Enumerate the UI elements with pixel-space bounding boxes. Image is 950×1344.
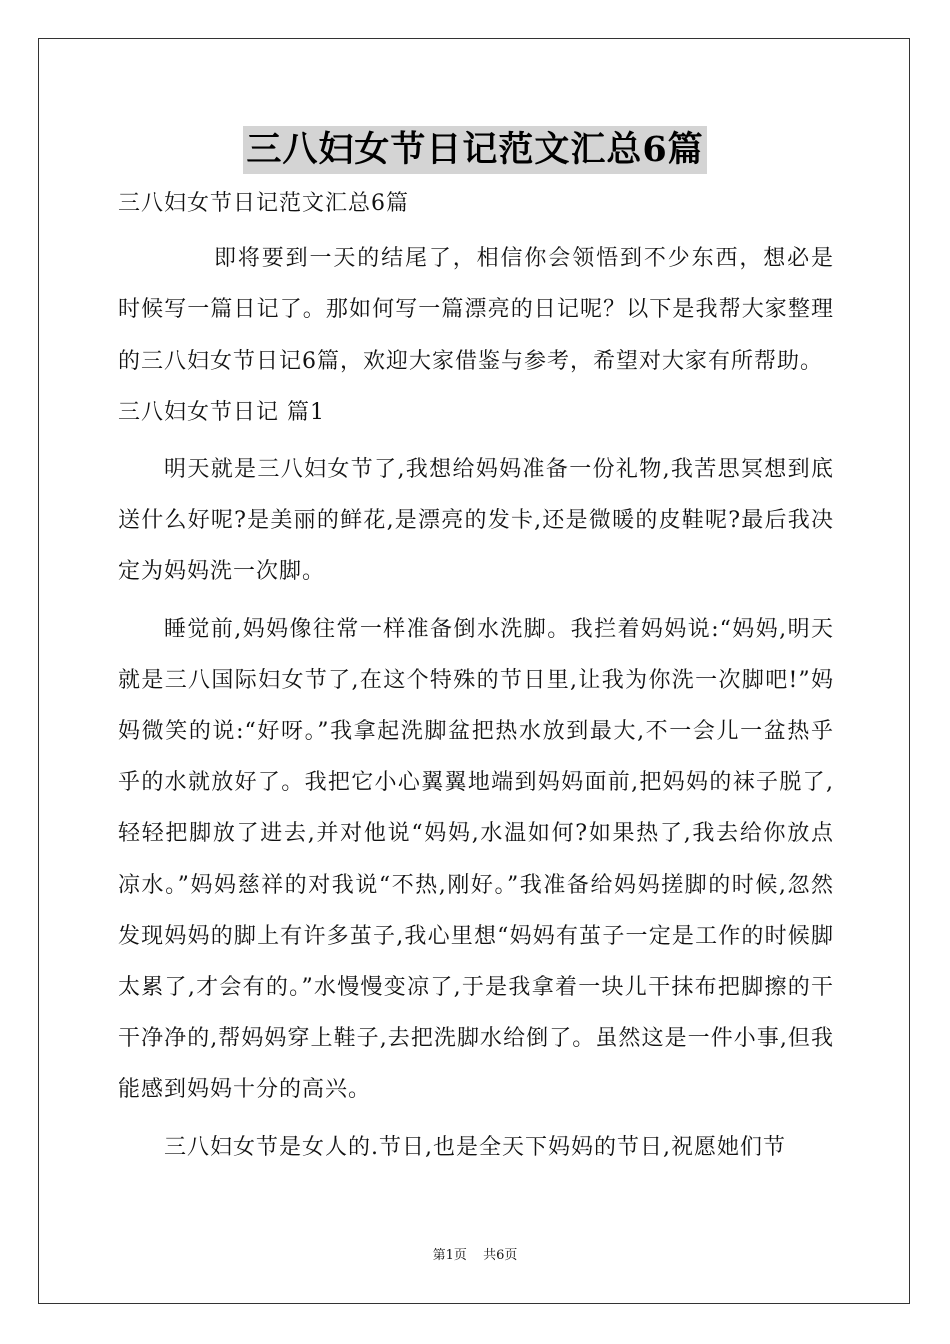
intro-paragraph: 即将要到一天的结尾了，相信你会领悟到不少东西，想必是时候写一篇日记了。那如何写一篇漂亮的日记呢？以下是我帮大家整理的三八妇女节日记6篇，欢迎大家借鉴与参考，希望对大家有所帮助。	[118, 246, 834, 374]
document-title: 三八妇女节日记范文汇总6篇	[243, 126, 706, 174]
body-paragraph-3: 三八妇女节是女人的.节日,也是全天下妈妈的节日,祝愿她们节	[164, 1134, 786, 1160]
document-body	[118, 178, 834, 1179]
section-heading: 三八妇女节日记 篇1	[118, 399, 325, 425]
page-number: 第1页	[432, 1248, 467, 1263]
document-subtitle: 三八妇女节日记范文汇总6篇	[118, 191, 409, 216]
page-total: 共6页	[483, 1248, 518, 1263]
body-paragraph-2: 睡觉前,妈妈像往常一样准备倒水洗脚。我拦着妈妈说:“妈妈,明天就是三八国际妇女节了,在这个特殊的节日里,让我为你洗一次脚吧!”妈妈微笑的说:“好呀。”我拿起洗脚盆把热水放到最大,不一会儿一盆热乎乎的水就放好了。我把它小心翼翼地端到妈妈面前,把妈妈的袜子脱了,轻轻把脚放了进去,并对他说“妈妈,水温如何?如果热了,我去给你放点凉水。”妈妈慈祥的对我说“不热,刚好。”我准备给妈妈搓脚的时候,忽然发现妈妈的脚上有许多茧子,我心里想“妈妈有茧子一定是工作的时候脚太累了,才会有的。”水慢慢变凉了,于是我拿着一块儿干抹布把脚擦的干干净净的,帮妈妈穿上鞋子,去把洗脚水给倒了。虽然这是一件小事,但我能感到妈妈十分的高兴。	[118, 616, 834, 1103]
body-paragraph-1: 明天就是三八妇女节了,我想给妈妈准备一份礼物,我苦思冥想到底送什么好呢?是美丽的鲜花,是漂亮的发卡,还是微暖的皮鞋呢?最后我决定为妈妈洗一次脚。	[118, 457, 834, 585]
page-footer	[0, 1247, 950, 1265]
title-container	[0, 126, 950, 174]
